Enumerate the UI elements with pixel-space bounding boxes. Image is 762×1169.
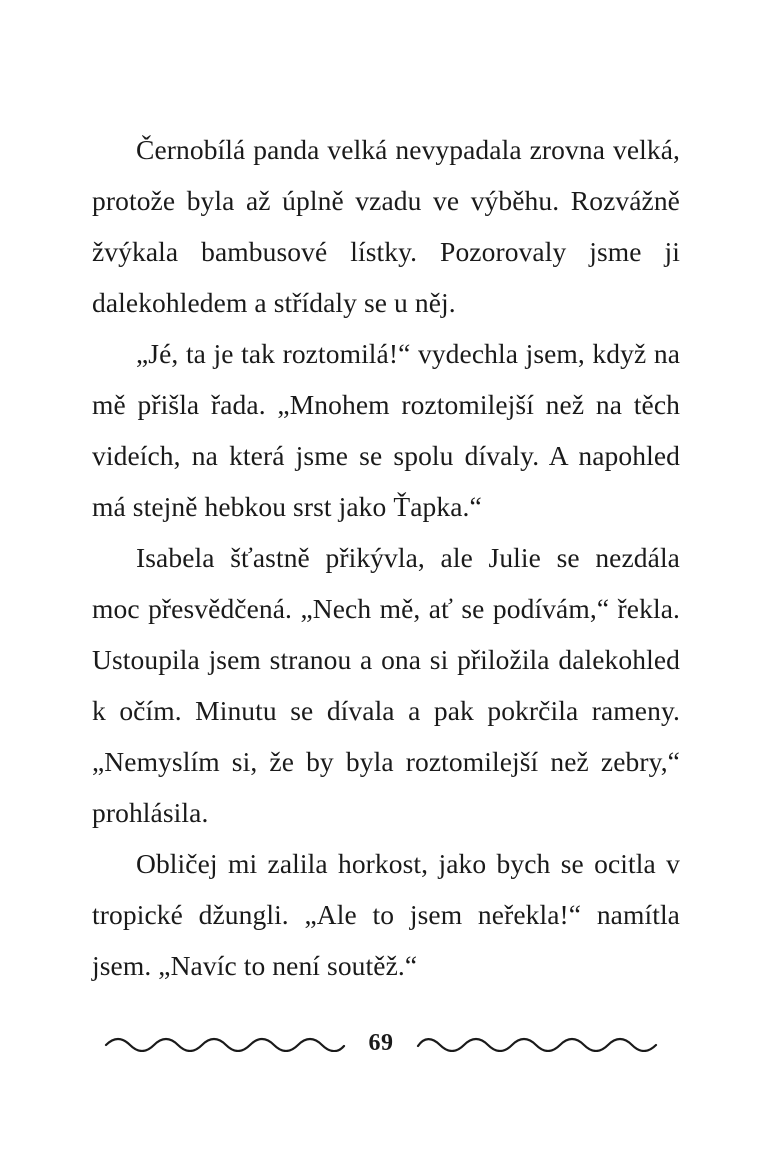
paragraph: Obličej mi zalila horkost, jako bych se ocitla v tropické džungli. „Ale to jsem neřekla!“ namítla jsem. „Navíc to není soutěž.“ [92, 848, 680, 981]
body-text [92, 124, 680, 991]
page-number: 69 [368, 1030, 394, 1056]
wavy-line-icon-left [104, 1036, 346, 1052]
wavy-line-icon-right [416, 1036, 658, 1052]
page-footer [0, 1030, 762, 1090]
paragraph: Isabela šťastně přikývla, ale Julie se nezdála moc přesvědčená. „Nech mě, ať se podívám,“ řekla. Ustoupila jsem stranou a ona si přiložila dalekohled k očím. Minutu se dívala a pak pokrčila rameny. „Nemyslím si, že by byla roztomilejší než zebry,“ prohlásila. [92, 542, 680, 828]
paragraph: Černobílá panda velká nevypadala zrovna velká, protože byla až úplně vzadu ve výběhu. Rozvážně žvýkala bambusové lístky. Pozorovaly jsme ji dalekohledem a střídaly se u něj. [92, 134, 680, 318]
paragraph: „Jé, ta je tak roztomilá!“ vydechla jsem, když na mě přišla řada. „Mnohem roztomilejší než na těch videích, na která jsme se spolu dívaly. A napohled má stejně hebkou srst jako Ťapka.“ [92, 338, 680, 522]
folio-row [0, 1030, 762, 1057]
